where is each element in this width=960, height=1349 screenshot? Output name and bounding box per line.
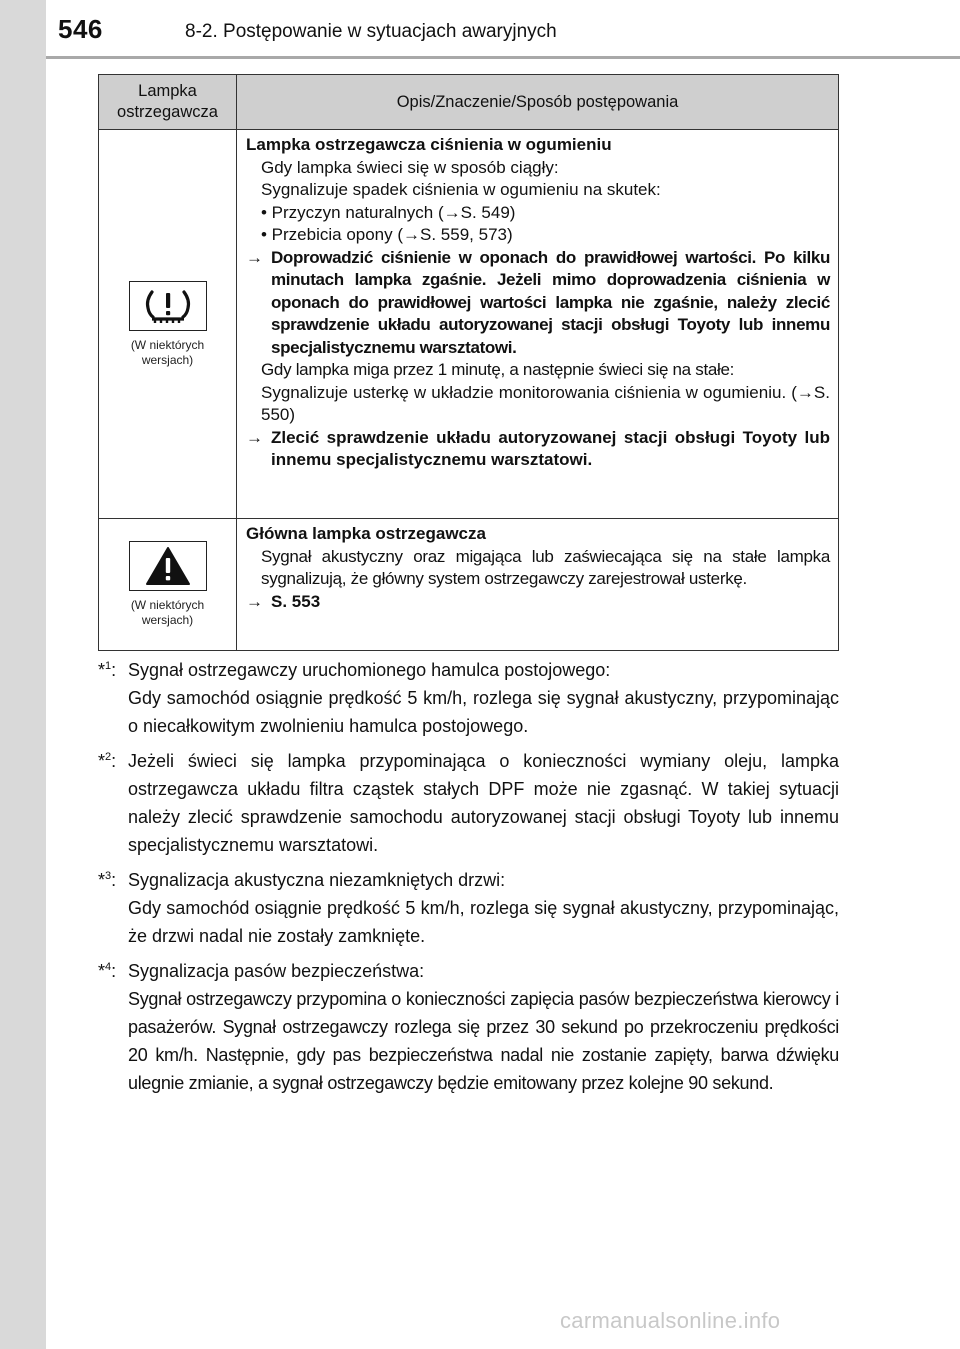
arrow-icon: → xyxy=(246,427,263,447)
arrow-icon: → xyxy=(246,247,263,267)
warning-lights-table xyxy=(98,74,839,651)
row-title: Główna lampka ostrzegawcza xyxy=(246,524,486,543)
footnote-marker: *$^1$: xyxy=(98,660,117,680)
table-header-row xyxy=(99,75,839,130)
header-col1-line1: Lampka xyxy=(138,82,197,100)
footnote xyxy=(98,747,839,859)
table-row xyxy=(99,519,839,651)
watermark: carmanualsonline.info xyxy=(560,1308,781,1333)
footnote-marker: *$^2$: xyxy=(98,751,117,771)
description-line: Sygnalizuje usterkę w układzie monitorowania ciśnienia w ogumieniu. (→S. 550) xyxy=(261,382,830,424)
description-line: Sygnalizuje spadek ciśnienia w ogumieniu na skutek: xyxy=(261,180,661,199)
description-line: Gdy lampka świeci się w sposób ciągły: xyxy=(261,157,559,177)
header-description: Opis/Znaczenie/Sposób postępowania xyxy=(237,75,839,130)
row-title: Lampka ostrzegawcza ciśnienia w ogumieniu xyxy=(246,135,612,154)
icon-note: (W niektórych wersjach) xyxy=(130,337,205,367)
description-line: • Przyczyn naturalnych (→S. 549) xyxy=(261,202,516,222)
description-line: Gdy lampka miga przez 1 minutę, a następnie świeci się na stałe: xyxy=(261,360,735,379)
page-number: 546 xyxy=(58,14,103,44)
action-instruction: → Doprowadzić ciśnienie w oponach do prawidłowej wartości. Po kilku minutach lampka zgaśnie. Jeżeli mimo doprowadzenia ciśnienia w oponach do prawidłowej wartości lampka nie zgaśnie, należy zlecić sprawdzenie układu autoryzowanej stacji obsługi Toyoty lub innemu specjalistycznemu warsztatowi. xyxy=(246,247,830,357)
footnote-marker: *$^3$: xyxy=(98,870,117,890)
arrow-icon: → xyxy=(246,591,263,611)
footnote-first-line: Sygnalizacja pasów bezpieczeństwa: xyxy=(128,961,425,981)
description-cell xyxy=(237,519,839,651)
header-warning-light xyxy=(99,75,237,130)
footnote-first-line: Sygnalizacja akustyczna niezamkniętych drzwi: xyxy=(128,870,506,890)
footnote xyxy=(98,957,839,1097)
action-instruction: → S. 553 xyxy=(246,591,830,614)
footnote-text: Gdy samochód osiągnie prędkość 5 km/h, rozlega się sygnał akustyczny, przypominając o niecałkowitym zwolnieniu hamulca postojowego. xyxy=(128,688,839,736)
icon-cell xyxy=(99,130,237,519)
header-col1-line2: ostrzegawcza xyxy=(117,103,218,121)
icon-cell xyxy=(99,519,237,651)
page-side-margin xyxy=(0,0,46,1349)
description-line: Sygnał akustyczny oraz migająca lub zaświecająca się na stałe lampka sygnalizują, że główny system ostrzegawczy zarejestrował usterkę. xyxy=(261,546,830,588)
header-divider xyxy=(46,56,960,59)
footnote-text: Sygnał ostrzegawczy przypomina o konieczności zapięcia pasów bezpieczeństwa kierowcy i pasażerów. Sygnał ostrzegawczy rozlega się przez 30 sekund po przekroczeniu prędkości 20 km/h. Następnie, gdy pas bezpieczeństwa nadal nie zostanie zapięty, barwa dźwięku ulegnie zmianie, a sygnał ostrzegawczy będzie emitowany przez kolejne 90 sekund. xyxy=(128,989,839,1093)
footnote xyxy=(98,866,839,950)
action-instruction: → Zlecić sprawdzenie układu autoryzowanej stacji obsługi Toyoty lub innemu specjalistycznemu warsztatowi. xyxy=(246,427,830,469)
footnote xyxy=(98,656,839,740)
master-warning-icon xyxy=(129,541,207,591)
description-line: • Przebicia opony (→S. 559, 573) xyxy=(261,225,513,244)
footnote-first-line: Sygnał ostrzegawczy uruchomionego hamulca postojowego: xyxy=(128,660,611,680)
footnotes xyxy=(98,656,839,1104)
description-cell xyxy=(237,130,839,519)
tire-pressure-warning-icon xyxy=(129,281,207,331)
chapter-title: 8-2. Postępowanie w sytuacjach awaryjnych xyxy=(185,21,557,42)
footnote-text: Jeżeli świeci się lampka przypominająca o konieczności wymiany oleju, lampka ostrzegawcza układu filtra cząstek stałych DPF może nie zgasnąć. W takiej sytuacji należy zlecić sprawdzenie samochodu autoryzowanej stacji obsługi Toyoty lub innemu specjalistycznemu warsztatowi. xyxy=(128,751,839,855)
footnote-text: Gdy samochód osiągnie prędkość 5 km/h, rozlega się sygnał akustyczny, przypominając, że drzwi nadal nie zostały zamknięte. xyxy=(128,898,839,946)
footnote-marker: *$^4$: xyxy=(98,961,117,981)
table-row xyxy=(99,130,839,519)
icon-note: (W niektórych wersjach) xyxy=(130,598,205,627)
